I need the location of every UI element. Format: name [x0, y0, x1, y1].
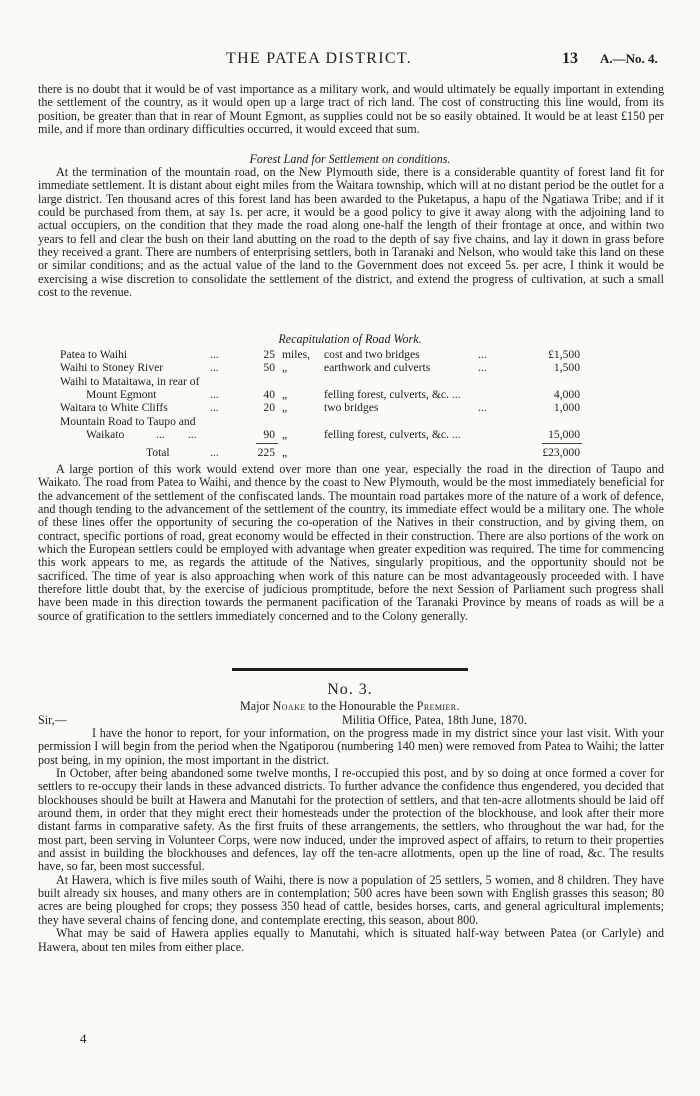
route-cell: Patea to Waihi [60, 348, 128, 361]
forest-paragraph: At the termination of the mountain road, on the New Plymouth side, there is a considerable quantity of forest land fit for immediate settlement. It is distant about eight miles from the Waitara township, which will at no distant period be the outlet for a large district. Ten thousand acres of this forest land has been awarded to the Puketapus, a hapu of the Ngatiawa Tribe; and if it could be purchased from them, at say 1s. per acre, it would be a good policy to give it away along with the adjoining land to actual occupiers, on the condition that they made the road along one-half the length of their frontage at once, and within two years to fell and clear the bush on their land abutting on the road to the depth of say five chains, and lay it down in grass before they received a grant. There are numbers of enterprising settlers, both in Taranaki and Nelson, who would take this land on these or similar conditions; and as the actual value of the land to the Government does not exceed 5s. per acre, I think it would be exercising a wise discretion to consolidate the settlement of the district, and extend the progress of cultivation, at such a small cost to the revenue. [38, 165, 664, 300]
unit-cell: „ [282, 446, 288, 460]
running-title: THE PATEA DISTRICT. [226, 50, 413, 67]
leader-dots: ... [210, 446, 219, 460]
leader-dots: ... [478, 401, 487, 415]
table-row [60, 415, 670, 428]
footer-number: 4 [80, 1031, 87, 1046]
letter-number: No. 3. [327, 681, 373, 698]
page-header [0, 50, 700, 72]
letter-paragraph: I have the honor to report, for your information, on the progress made in my district since your last visit. With your permission I will begin from the period when the Ngatiporou (numbering 140 men) were removed from Patea to Waihi; the latter post being, in my opinion, the most important in the district. [38, 726, 664, 767]
miles-cell: 20 [263, 401, 275, 415]
large-portion-text-block [38, 463, 664, 623]
table-row [60, 348, 670, 361]
miles-cell: 40 [263, 388, 275, 402]
route-cell-continued: Mount Egmont [86, 388, 157, 402]
letter-paragraph: In October, after being abandoned some twelve months, I re-occupied this post, and by so doing at once formed a cover for settlers to re-occupy their lands in these advanced districts. To further advance the confidence thus engendered, you decided that blockhouses should be built at Hawera and Manutahi for the protection of settlers, and that ten-acre allotments should be laid off around them, in order that they might erect their homesteads under the protection of the blockhouse, and look after their more distant farms in comparative safety. As the first fruits of these arrangements, the settlers, who throughout the war had, for the most part, been serving in Volunteer Corps, were now induced, under the improved aspect of affairs, to return to their properties and assist in building the blockhouses and defences, lay off the ten-acre allotments, open up the line of road, &c. The results have, so far, been most successful. [38, 766, 664, 874]
address-to: to the Honourable the [308, 699, 414, 713]
unit-cell: „ [282, 401, 288, 415]
description-cell: felling forest, culverts, &c. ... [324, 428, 461, 442]
address-prefix: Major [240, 699, 270, 713]
letter-address [0, 699, 700, 714]
letter-paragraph: At Hawera, which is five miles south of Waihi, there is now a population of 25 settlers, 5 women, and 8 children. They have built already six houses, and many others are in contemplation; 500 acres have been sown with English grasses this season; 80 acres are being ploughed for crops; they possess 350 head of cattle, besides horses, carts, and general agricultural implements; they have several chains of fencing done, and contemplate erecting, this season, about 800. [38, 872, 664, 927]
sender-name: Noake [272, 699, 306, 713]
document-reference: A.—No. 4. [600, 51, 658, 66]
unit-cell: „ [282, 361, 288, 375]
route-cell: Waihi to Stoney River [60, 361, 164, 375]
table-row [60, 375, 670, 388]
cost-cell: 1,000 [553, 401, 580, 415]
cost-sum-rule [542, 443, 582, 444]
miles-cell: 50 [263, 361, 275, 375]
unit-cell: „ [282, 388, 288, 402]
cost-cell: 15,000 [548, 428, 580, 442]
total-label: Total [146, 446, 170, 460]
table-row [60, 428, 670, 441]
leader-dots: ... [478, 348, 487, 361]
miles-cell: 90 [263, 428, 275, 442]
cost-cell: £1,500 [548, 348, 580, 361]
description-cell: two bridges [324, 401, 379, 415]
unit-cell: „ [282, 428, 288, 442]
large-portion-paragraph: A large portion of this work would extend over more than one year, especially the road in the direction of Taupo and Waikato. The road from Patea to Waihi, and thence by the coast to New Plymouth, would be the most immediately beneficial for the advancement of the settlement of the confiscated lands. The mountain road partakes more of the nature of a work of defence, and though tending to the advancement of the settlement of the country, its immediate effect would be a military one. The whole of these lines offer the opportunity of securing the co-operation of the Natives in their construction, and by giving them, on contract, specific portions of road, great economy would be effected in their construction. There are also portions of the work on which the European settlers could be employed with advantage when greater expedition was required. The time for commencing this work appears to me, as regards the attitude of the Natives, singularly propitious, and the opportunity should not be sacrificed. The time of year is also approaching when work of this nature can be most advantageously proceeded with. I have therefore little doubt that, by the exercise of judicious promptitude, before the next Session of Parliament such progress shall have been made in this direction towards the permanent pacification of the Taranaki Province by means of roads as will be a source of gratification to the settlers immediately concerned and to the Colony generally. [38, 462, 664, 623]
cost-cell: 4,000 [553, 388, 580, 402]
description-cell: earthwork and culverts [324, 361, 431, 375]
table-row [60, 388, 670, 401]
letter-body [38, 727, 664, 954]
page-number: 13 [562, 50, 578, 67]
leader-dots: ... [210, 361, 219, 375]
leader-dots: ... [210, 348, 219, 361]
forest-text-block [38, 166, 664, 299]
description-cell: cost and two bridges [324, 348, 420, 361]
section-divider [232, 668, 468, 671]
route-cell: Waihi to Mataitawa, in rear of [60, 374, 200, 388]
leader-dots: ... ... [156, 428, 197, 442]
leader-dots: ... [210, 388, 219, 402]
total-cost: £23,000 [542, 446, 580, 460]
recipient-title: Premier. [416, 699, 460, 713]
intro-text-block [38, 83, 664, 136]
route-cell-continued: Waikato [86, 428, 125, 442]
leader-dots: ... [210, 401, 219, 415]
road-work-table [60, 348, 670, 460]
table-row [60, 361, 670, 374]
route-cell: Mountain Road to Taupo and [60, 414, 196, 428]
total-miles: 225 [257, 446, 275, 460]
cost-cell: 1,500 [553, 361, 580, 375]
intro-paragraph: there is no doubt that it would be of vast importance as a military work, and would ultimately be equally important in extending the settlement of the country, as it would open up a large tract of rich land. The cost of constructing this line would, from its position, be greater than that in rear of Mount Egmont, as supplies could not be so easily obtained. It would be at least £150 per mile, and if more than ordinary difficulties occurred, it would exceed that sum. [38, 82, 664, 137]
route-cell: Waitara to White Cliffs [60, 401, 168, 415]
miles-cell: 25 [263, 348, 275, 361]
forest-land-heading: Forest Land for Settlement on conditions. [249, 152, 451, 166]
total-row [60, 446, 670, 459]
miles-sum-rule [256, 443, 278, 444]
unit-cell: miles, [282, 348, 311, 361]
letter-dateline: Militia Office, Patea, 18th June, 1870. [342, 713, 527, 727]
table-row [60, 401, 670, 414]
salutation: Sir,— [38, 713, 67, 727]
recapitulation-heading: Recapitulation of Road Work. [278, 332, 422, 346]
description-cell: felling forest, culverts, &c. ... [324, 388, 461, 402]
leader-dots: ... [478, 361, 487, 375]
letter-paragraph: What may be said of Hawera applies equally to Manutahi, which is situated half-way between Patea (or Carlyle) and Hawera, about ten miles from either place. [38, 926, 664, 954]
